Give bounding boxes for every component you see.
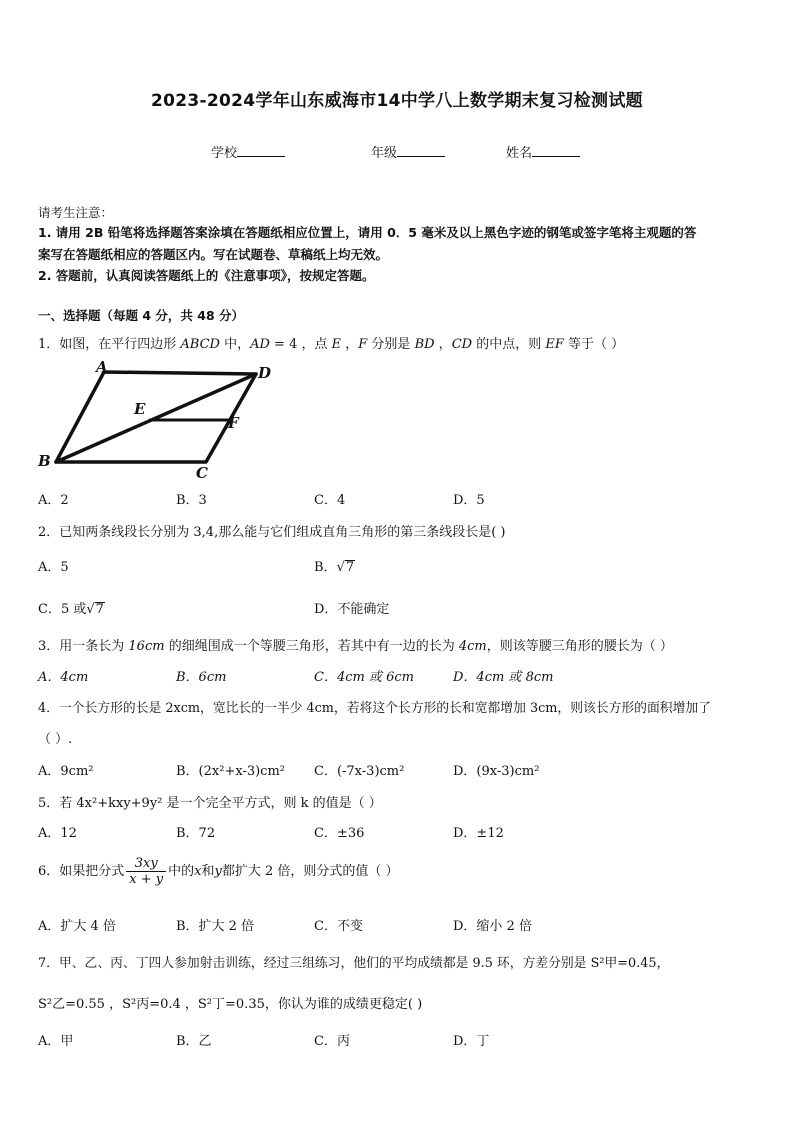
question-7: 7．甲、乙、丙、丁四人参加射击训练，经过三组练习，他们的平均成绩都是 9.5 环，方差分别是 S²甲=0.45， (38, 956, 670, 971)
grade-label: 年级 (371, 146, 398, 161)
q2-option-c: C．5 或√7 (38, 602, 104, 617)
q1-ad: AD (250, 337, 270, 352)
q6-text: 都扩大 2 倍，则分式的值（ ） (221, 864, 399, 879)
q5-option-b: B．72 (176, 826, 216, 841)
q1-text: 等于（ ） (563, 337, 625, 352)
question-4: 4．一个长方形的长是 2xcm，宽比长的一半少 4cm，若将这个长方形的长和宽都增加 3cm，则该长方形的面积增加了 (38, 701, 711, 716)
q3-text: ，则该等腰三角形的腰长为（ ） (486, 639, 673, 654)
q1-cd: CD (451, 337, 473, 352)
q7-option-a: A．甲 (38, 1034, 74, 1049)
label-e: E (134, 400, 146, 418)
q3-option-d: D．4cm 或 8cm (453, 670, 554, 685)
notice-item-1a: 1. 请用 2B 铅笔将选择题答案涂填在答题纸相应位置上，请用 0．5 毫米及以上黑色字迹的钢笔或签字笔将主观题的答 (38, 225, 697, 240)
question-6 (38, 856, 399, 887)
question-2: 2．已知两条线段长分别为 3,4,那么能与它们组成直角三角形的第三条线段长是( ) (38, 525, 506, 540)
parallelogram-figure (30, 358, 290, 478)
notice-item-2: 2. 答题前，认真阅读答题纸上的《注意事项》，按规定答题。 (38, 268, 375, 283)
q1-text: 1．如图，在平行四边形 (38, 337, 181, 352)
label-b: B (38, 452, 51, 470)
q7-option-d: D．丁 (453, 1034, 490, 1049)
q6-denominator: x + y (129, 872, 164, 887)
grade-field (371, 142, 445, 161)
q1-f: F (358, 337, 368, 352)
q6-option-a: A．扩大 4 倍 (38, 919, 116, 934)
label-c: C (196, 464, 208, 478)
q2-option-a: A．5 (38, 560, 69, 575)
q1-text: ， (341, 337, 359, 352)
question-7-cont: S²乙=0.55 ，S²丙=0.4 ，S²丁=0.35，你认为谁的成绩更稳定( ) (38, 997, 423, 1012)
q1-bd: BD (414, 337, 435, 352)
notice-item-1b: 案写在答题纸相应的答题区内。写在试题卷、草稿纸上均无效。 (38, 247, 389, 262)
diagonal-bd (56, 374, 256, 462)
q3-option-b: B．6cm (176, 670, 227, 685)
q4-option-d: D．(9x-3)cm² (453, 764, 540, 779)
q1-text: 分别是 (367, 337, 415, 352)
q4-option-a: A．9cm² (38, 764, 94, 779)
q1-e: E (331, 337, 342, 352)
name-label: 姓名 (506, 146, 533, 161)
q3-text: 的细绳围成一个等腰三角形，若其中有一边的长为 (164, 639, 459, 654)
q1-option-b: B．3 (176, 493, 207, 508)
q2-c-prefix: C．5 或 (38, 602, 87, 617)
q3-option-a: A．4cm (38, 670, 89, 685)
q5-option-a: A．12 (38, 826, 77, 841)
q2-b-prefix: B． (314, 560, 337, 575)
q1-option-d: D．5 (453, 493, 485, 508)
question-3 (38, 635, 673, 654)
q6-text: 6．如果把分式 (38, 864, 125, 879)
page-title: 2023-2024学年山东威海市14中学八上数学期末复习检测试题 (151, 91, 643, 111)
q1-option-a: A．2 (38, 493, 69, 508)
q6-y: y (214, 864, 222, 879)
q6-text: 中的 (168, 864, 195, 879)
school-field (211, 142, 285, 161)
q1-text: 的中点，则 (472, 337, 546, 352)
school-label: 学校 (211, 146, 238, 161)
q6-option-d: D．缩小 2 倍 (453, 919, 532, 934)
q1-ef: EF (545, 337, 564, 352)
q1-option-c: C．4 (314, 493, 346, 508)
school-blank (237, 144, 285, 157)
question-1 (38, 333, 624, 352)
q1-abcd: ABCD (180, 337, 220, 352)
label-f: F (228, 414, 239, 432)
grade-blank (397, 144, 445, 157)
q2-b-radicand: 7 (345, 560, 355, 575)
q4-option-c: C．(-7x-3)cm² (314, 764, 405, 779)
q1-text: 中， (219, 337, 251, 352)
q3-side: 4cm (458, 639, 487, 654)
q6-option-b: B．扩大 2 倍 (176, 919, 255, 934)
q2-option-d: D．不能确定 (314, 602, 390, 617)
q5-option-d: D．±12 (453, 826, 504, 841)
q2-c-radicand: 7 (95, 602, 104, 617)
q2-option-b: B．√7 (314, 560, 355, 575)
question-5: 5．若 4x²+kxy+9y² 是一个完全平方式，则 k 的值是（ ） (38, 796, 382, 811)
q7-option-b: B．乙 (176, 1034, 212, 1049)
q4-option-b: B．(2x²+x-3)cm² (176, 764, 285, 779)
q6-numerator: 3xy (126, 856, 166, 872)
name-blank (532, 144, 580, 157)
q6-x: x (194, 864, 202, 879)
section-heading: 一、选择题（每题 4 分，共 48 分） (38, 308, 245, 323)
q6-option-c: C．不变 (314, 919, 363, 934)
q3-text: 3．用一条长为 (38, 639, 129, 654)
q3-length: 16cm (128, 639, 165, 654)
q6-fraction (126, 856, 166, 887)
q1-text: = 4 ，点 (269, 337, 332, 352)
label-a: A (96, 358, 108, 376)
name-field (506, 142, 580, 161)
q7-option-c: C．丙 (314, 1034, 350, 1049)
q5-option-c: C．±36 (314, 826, 365, 841)
q6-text: 和 (201, 864, 215, 879)
q3-option-c: C．4cm 或 6cm (314, 670, 414, 685)
question-4-cont: （ ）. (38, 732, 73, 747)
label-d: D (258, 364, 272, 382)
q1-text: ， (434, 337, 452, 352)
notice-heading: 请考生注意： (38, 205, 114, 220)
